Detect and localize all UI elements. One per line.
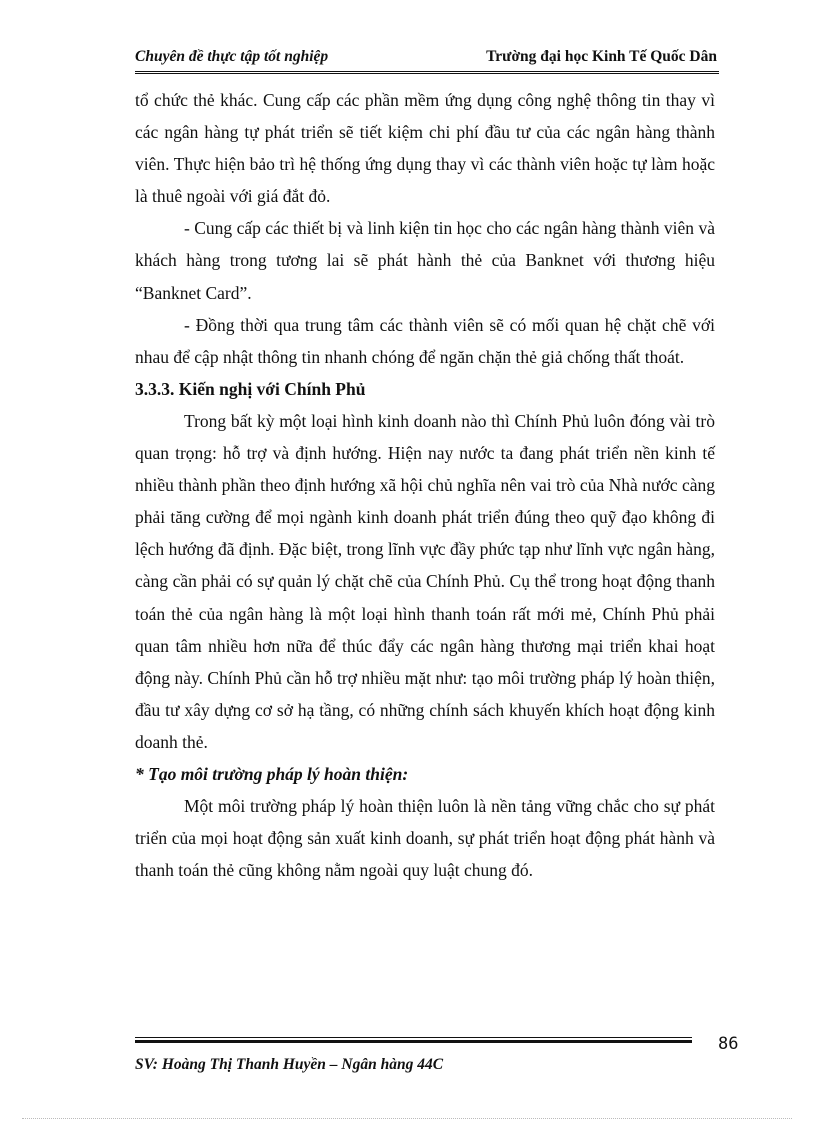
- page-header: [135, 48, 717, 72]
- section-paragraph: Trong bất kỳ một loại hình kinh doanh nào thì Chính Phủ luôn đóng vài trò quan trọng: hỗ trợ và định hướng. Hiện nay nước ta đang phát triển nền kinh tế nhiều thành phần theo định hướng xã hội chủ nghĩa nên vai trò của Nhà nước càng phải tăng cường để mọi ngành kinh doanh phát triển đúng theo quỹ đạo không đi lệch hướng đã định. Đặc biệt, trong lĩnh vực đầy phức tạp như lĩnh vực ngân hàng, càng cần phải có sự quản lý chặt chẽ của Chính Phủ. Cụ thể trong hoạt động thanh toán thẻ của ngân hàng là một loại hình thanh toán rất mới mẻ, Chính Phủ phải quan tâm nhiều hơn nữa để thúc đẩy các ngân hàng thương mại triển khai hoạt động này. Chính Phủ cần hỗ trợ nhiều mặt như: tạo môi trường pháp lý hoàn thiện, đầu tư xây dựng cơ sở hạ tầng, có những chính sách khuyến khích hoạt động kinh doanh thẻ.: [135, 410, 715, 752]
- subheading: * Tạo môi trường pháp lý hoàn thiện:: [135, 763, 409, 784]
- header-university: Trường đại học Kinh Tế Quốc Dân: [486, 48, 717, 65]
- page-footer: SV: Hoàng Thị Thanh Huyền – Ngân hàng 44C: [135, 1056, 444, 1073]
- page-edge-dotted-line: [22, 1118, 792, 1119]
- sub-paragraph: Một môi trường pháp lý hoàn thiện luôn là nền tảng vững chắc cho sự phát triển của mọi hoạt động sản xuất kinh doanh, sự phát triển hoạt động phát hành và thanh toán thẻ cũng không nằm ngoài quy luật chung đó.: [135, 796, 715, 881]
- page-body: [135, 84, 715, 886]
- section-heading: 3.3.3. Kiến nghị với Chính Phủ: [135, 378, 366, 399]
- paragraph-continuation: tổ chức thẻ khác. Cung cấp các phần mềm ứng dụng công nghệ thông tin thay vì các ngân hàng tự phát triển sẽ tiết kiệm chi phí đầu tư của các ngân hàng thành viên. Thực hiện bảo trì hệ thống ứng dụng thay vì các thành viên hoặc tự làm hoặc là thuê ngoài với giá đắt đỏ.: [135, 90, 715, 207]
- bullet-paragraph-equipment: - Cung cấp các thiết bị và linh kiện tin học cho các ngân hàng thành viên và khách hàng trong tương lai sẽ phát hành thẻ của Banknet với thương hiệu “Banknet Card”.: [135, 218, 715, 303]
- header-document-title: Chuyên đề thực tập tốt nghiệp: [135, 48, 329, 65]
- footer-rule: [135, 1037, 692, 1043]
- bullet-paragraph-cooperation: - Đồng thời qua trung tâm các thành viên sẽ có mối quan hệ chặt chẽ với nhau để cập nhật thông tin nhanh chóng để ngăn chặn thẻ giả chống thất thoát.: [135, 314, 715, 367]
- page-number: 86: [718, 1034, 739, 1054]
- header-rule: [135, 71, 719, 74]
